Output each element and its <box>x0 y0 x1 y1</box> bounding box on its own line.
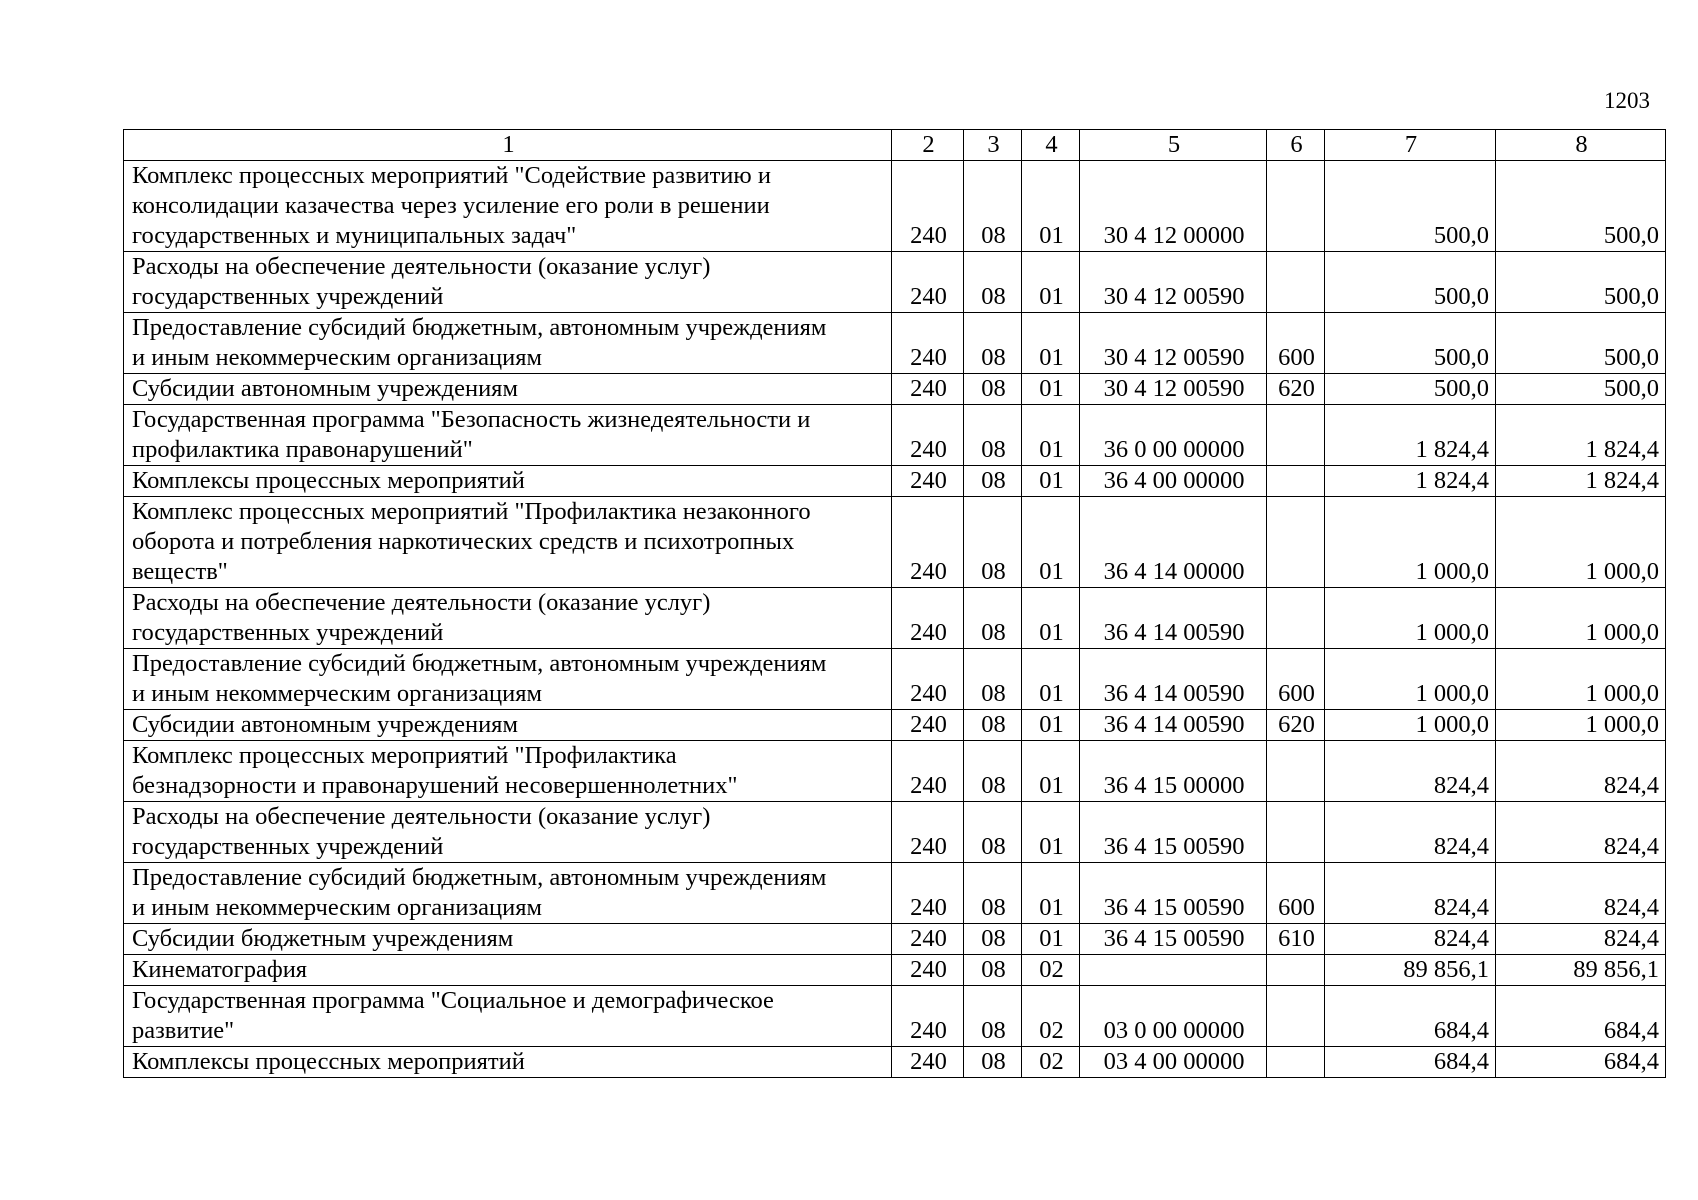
row-name-cell: Расходы на обеспечение деятельности (оказание услуг) государственных учреждений <box>124 588 892 649</box>
row-target-cell: 30 4 12 00590 <box>1080 374 1267 405</box>
row-amount-cell: 1 000,0 <box>1325 588 1496 649</box>
row-target-cell: 36 4 14 00590 <box>1080 649 1267 710</box>
row-name-cell: Комплексы процессных мероприятий <box>124 466 892 497</box>
row-section-cell: 08 <box>964 374 1022 405</box>
row-amount-cell: 1 000,0 <box>1325 497 1496 588</box>
header-cell: 5 <box>1080 130 1267 161</box>
row-code-cell: 240 <box>892 374 964 405</box>
row-type-cell: 610 <box>1267 924 1325 955</box>
row-section-cell: 08 <box>964 497 1022 588</box>
row-amount-cell: 824,4 <box>1496 741 1666 802</box>
row-type-cell <box>1267 466 1325 497</box>
row-subsection-cell: 01 <box>1022 741 1080 802</box>
row-subsection-cell: 01 <box>1022 497 1080 588</box>
row-amount-cell: 500,0 <box>1325 313 1496 374</box>
row-amount-cell: 684,4 <box>1325 986 1496 1047</box>
row-code-cell: 240 <box>892 924 964 955</box>
row-amount-cell: 500,0 <box>1496 374 1666 405</box>
row-target-cell: 36 4 15 00590 <box>1080 863 1267 924</box>
row-amount-cell: 1 000,0 <box>1496 497 1666 588</box>
row-name-cell: Комплекс процессных мероприятий "Профилактика незаконного оборота и потребления наркотических средств и психотропных веществ" <box>124 497 892 588</box>
row-amount-cell: 824,4 <box>1325 924 1496 955</box>
row-subsection-cell: 01 <box>1022 374 1080 405</box>
row-name-cell: Расходы на обеспечение деятельности (оказание услуг) государственных учреждений <box>124 252 892 313</box>
table-row <box>124 405 1666 466</box>
row-code-cell: 240 <box>892 252 964 313</box>
row-code-cell: 240 <box>892 649 964 710</box>
header-cell: 3 <box>964 130 1022 161</box>
row-amount-cell: 1 824,4 <box>1325 405 1496 466</box>
row-subsection-cell: 01 <box>1022 161 1080 252</box>
row-subsection-cell: 01 <box>1022 710 1080 741</box>
row-code-cell: 240 <box>892 802 964 863</box>
table-row <box>124 924 1666 955</box>
row-code-cell: 240 <box>892 710 964 741</box>
row-section-cell: 08 <box>964 986 1022 1047</box>
row-type-cell <box>1267 741 1325 802</box>
table-row <box>124 497 1666 588</box>
row-amount-cell: 1 824,4 <box>1496 405 1666 466</box>
row-target-cell: 36 4 15 00590 <box>1080 924 1267 955</box>
header-cell: 1 <box>124 130 892 161</box>
row-amount-cell: 500,0 <box>1325 252 1496 313</box>
row-subsection-cell: 01 <box>1022 252 1080 313</box>
row-amount-cell: 1 824,4 <box>1325 466 1496 497</box>
row-type-cell <box>1267 405 1325 466</box>
table-row <box>124 374 1666 405</box>
header-cell: 2 <box>892 130 964 161</box>
row-subsection-cell: 02 <box>1022 955 1080 986</box>
table-row <box>124 741 1666 802</box>
row-type-cell: 600 <box>1267 649 1325 710</box>
row-subsection-cell: 01 <box>1022 649 1080 710</box>
table-row <box>124 649 1666 710</box>
row-subsection-cell: 01 <box>1022 802 1080 863</box>
row-amount-cell: 1 000,0 <box>1496 649 1666 710</box>
row-target-cell <box>1080 955 1267 986</box>
row-code-cell: 240 <box>892 1047 964 1078</box>
row-amount-cell: 1 000,0 <box>1325 649 1496 710</box>
row-code-cell: 240 <box>892 741 964 802</box>
row-name-cell: Субсидии автономным учреждениям <box>124 374 892 405</box>
row-section-cell: 08 <box>964 313 1022 374</box>
row-target-cell: 03 4 00 00000 <box>1080 1047 1267 1078</box>
row-subsection-cell: 02 <box>1022 1047 1080 1078</box>
row-code-cell: 240 <box>892 986 964 1047</box>
table-row <box>124 802 1666 863</box>
header-cell: 6 <box>1267 130 1325 161</box>
row-amount-cell: 1 000,0 <box>1496 710 1666 741</box>
row-type-cell <box>1267 252 1325 313</box>
row-section-cell: 08 <box>964 863 1022 924</box>
row-amount-cell: 500,0 <box>1496 161 1666 252</box>
row-name-cell: Комплекс процессных мероприятий "Профилактика безнадзорности и правонарушений несовершеннолетних" <box>124 741 892 802</box>
row-section-cell: 08 <box>964 649 1022 710</box>
row-subsection-cell: 01 <box>1022 588 1080 649</box>
row-target-cell: 36 4 15 00590 <box>1080 802 1267 863</box>
table-row <box>124 1047 1666 1078</box>
row-type-cell <box>1267 802 1325 863</box>
row-amount-cell: 89 856,1 <box>1325 955 1496 986</box>
row-name-cell: Предоставление субсидий бюджетным, автономным учреждениям и иным некоммерческим организациям <box>124 649 892 710</box>
row-target-cell: 03 0 00 00000 <box>1080 986 1267 1047</box>
row-type-cell: 620 <box>1267 710 1325 741</box>
row-section-cell: 08 <box>964 252 1022 313</box>
table-row <box>124 986 1666 1047</box>
header-cell: 7 <box>1325 130 1496 161</box>
row-amount-cell: 500,0 <box>1325 161 1496 252</box>
row-name-cell: Государственная программа "Социальное и демографическое развитие" <box>124 986 892 1047</box>
table-row <box>124 313 1666 374</box>
table-row <box>124 588 1666 649</box>
row-amount-cell: 1 000,0 <box>1325 710 1496 741</box>
row-amount-cell: 1 000,0 <box>1496 588 1666 649</box>
row-amount-cell: 824,4 <box>1325 802 1496 863</box>
row-amount-cell: 684,4 <box>1496 986 1666 1047</box>
row-type-cell <box>1267 161 1325 252</box>
row-type-cell: 600 <box>1267 863 1325 924</box>
table-header-row <box>124 130 1666 161</box>
row-amount-cell: 500,0 <box>1496 252 1666 313</box>
header-cell: 4 <box>1022 130 1080 161</box>
row-name-cell: Предоставление субсидий бюджетным, автономным учреждениям и иным некоммерческим организациям <box>124 863 892 924</box>
row-subsection-cell: 01 <box>1022 313 1080 374</box>
row-amount-cell: 500,0 <box>1325 374 1496 405</box>
row-name-cell: Комплексы процессных мероприятий <box>124 1047 892 1078</box>
row-code-cell: 240 <box>892 313 964 374</box>
row-type-cell <box>1267 588 1325 649</box>
row-code-cell: 240 <box>892 497 964 588</box>
row-type-cell <box>1267 497 1325 588</box>
row-section-cell: 08 <box>964 161 1022 252</box>
row-section-cell: 08 <box>964 588 1022 649</box>
row-target-cell: 36 4 15 00000 <box>1080 741 1267 802</box>
table-body <box>124 161 1666 1078</box>
row-section-cell: 08 <box>964 466 1022 497</box>
row-amount-cell: 1 824,4 <box>1496 466 1666 497</box>
row-type-cell <box>1267 986 1325 1047</box>
row-target-cell: 30 4 12 00000 <box>1080 161 1267 252</box>
table-row <box>124 252 1666 313</box>
row-name-cell: Комплекс процессных мероприятий "Содействие развитию и консолидации казачества через усиление его роли в решении государственных и муниципальных задач" <box>124 161 892 252</box>
row-subsection-cell: 01 <box>1022 863 1080 924</box>
row-section-cell: 08 <box>964 1047 1022 1078</box>
row-name-cell: Государственная программа "Безопасность жизнедеятельности и профилактика правонарушений" <box>124 405 892 466</box>
table-row <box>124 161 1666 252</box>
row-amount-cell: 89 856,1 <box>1496 955 1666 986</box>
row-type-cell: 600 <box>1267 313 1325 374</box>
table-row <box>124 863 1666 924</box>
row-amount-cell: 824,4 <box>1496 924 1666 955</box>
table-row <box>124 710 1666 741</box>
row-code-cell: 240 <box>892 161 964 252</box>
row-target-cell: 30 4 12 00590 <box>1080 313 1267 374</box>
row-subsection-cell: 01 <box>1022 405 1080 466</box>
row-subsection-cell: 01 <box>1022 924 1080 955</box>
row-name-cell: Кинематография <box>124 955 892 986</box>
row-section-cell: 08 <box>964 405 1022 466</box>
row-subsection-cell: 01 <box>1022 466 1080 497</box>
row-code-cell: 240 <box>892 588 964 649</box>
row-target-cell: 30 4 12 00590 <box>1080 252 1267 313</box>
row-section-cell: 08 <box>964 741 1022 802</box>
table-row <box>124 955 1666 986</box>
row-name-cell: Предоставление субсидий бюджетным, автономным учреждениям и иным некоммерческим организациям <box>124 313 892 374</box>
row-amount-cell: 824,4 <box>1496 863 1666 924</box>
row-target-cell: 36 4 00 00000 <box>1080 466 1267 497</box>
row-amount-cell: 824,4 <box>1496 802 1666 863</box>
row-type-cell <box>1267 1047 1325 1078</box>
row-name-cell: Расходы на обеспечение деятельности (оказание услуг) государственных учреждений <box>124 802 892 863</box>
row-amount-cell: 824,4 <box>1325 741 1496 802</box>
row-code-cell: 240 <box>892 955 964 986</box>
row-type-cell <box>1267 955 1325 986</box>
row-amount-cell: 824,4 <box>1325 863 1496 924</box>
row-amount-cell: 684,4 <box>1325 1047 1496 1078</box>
row-code-cell: 240 <box>892 863 964 924</box>
header-cell: 8 <box>1496 130 1666 161</box>
row-target-cell: 36 4 14 00590 <box>1080 588 1267 649</box>
row-name-cell: Субсидии автономным учреждениям <box>124 710 892 741</box>
row-section-cell: 08 <box>964 955 1022 986</box>
row-target-cell: 36 4 14 00590 <box>1080 710 1267 741</box>
row-section-cell: 08 <box>964 802 1022 863</box>
table-row <box>124 466 1666 497</box>
row-code-cell: 240 <box>892 405 964 466</box>
row-amount-cell: 500,0 <box>1496 313 1666 374</box>
row-subsection-cell: 02 <box>1022 986 1080 1047</box>
row-code-cell: 240 <box>892 466 964 497</box>
budget-table <box>123 129 1666 1078</box>
row-type-cell: 620 <box>1267 374 1325 405</box>
row-name-cell: Субсидии бюджетным учреждениям <box>124 924 892 955</box>
row-amount-cell: 684,4 <box>1496 1047 1666 1078</box>
row-target-cell: 36 0 00 00000 <box>1080 405 1267 466</box>
row-section-cell: 08 <box>964 710 1022 741</box>
row-section-cell: 08 <box>964 924 1022 955</box>
page-number: 1203 <box>1604 88 1650 113</box>
row-target-cell: 36 4 14 00000 <box>1080 497 1267 588</box>
